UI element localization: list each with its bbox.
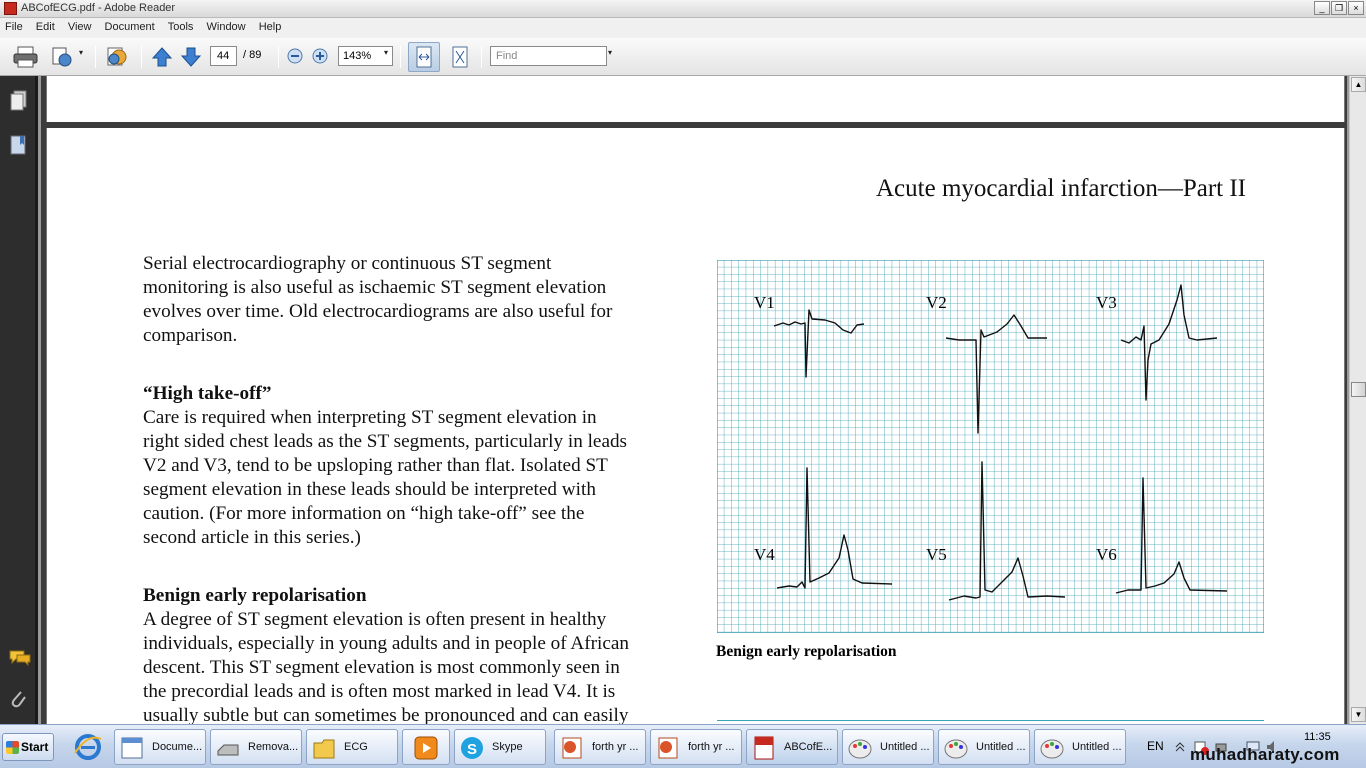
paragraph-serial-ecg [143, 252, 703, 348]
find-input[interactable]: Find [490, 46, 607, 66]
page-number-input[interactable]: 44 [210, 46, 237, 66]
taskbar-item-label: ECG [344, 741, 368, 753]
comments-panel-icon[interactable] [8, 648, 32, 668]
menu-tools[interactable]: Tools [167, 21, 194, 33]
toolbar-separator [95, 46, 96, 68]
pdf-file-icon [751, 735, 777, 761]
text-line: A degree of ST segment elevation is often present in healthy [143, 609, 607, 630]
zoom-dropdown[interactable]: ▾ [384, 48, 389, 57]
text-line: Serial electrocardiography or continuous ST segment [143, 253, 552, 274]
skype-icon [459, 735, 485, 761]
taskbar-item-label: Untitled ... [976, 741, 1026, 753]
taskbar-item-label: Remova... [248, 741, 299, 753]
taskbar-item-paint-2[interactable] [938, 729, 1030, 765]
pdf-page [46, 128, 1345, 724]
paint-icon [943, 735, 969, 761]
folder-icon [311, 735, 337, 761]
toolbar-separator [481, 46, 482, 68]
text-line: the precordial leads and is often most marked in lead V4. It is [143, 681, 616, 702]
text-line: right sided chest leads as the ST segments, particularly in leads [143, 431, 628, 452]
toolbar-separator [141, 46, 142, 68]
ecg-figure [717, 260, 1264, 633]
lead-label-v6: V6 [1096, 545, 1117, 564]
taskbar-item-documents[interactable] [114, 729, 206, 765]
watermark: muhadharaty.com [1190, 745, 1340, 764]
taskbar-item-label: Skype [492, 741, 523, 753]
taskbar-item-label: Untitled ... [880, 741, 930, 753]
section-heading: Benign early repolarisation [143, 585, 367, 606]
taskbar [0, 724, 1366, 768]
adobe-reader-icon [4, 2, 17, 15]
windows-logo-icon [6, 741, 19, 754]
share-review-icon[interactable] [103, 45, 131, 69]
lead-label-v1: V1 [754, 293, 775, 312]
pages-panel-icon[interactable] [9, 90, 29, 112]
vertical-scrollbar[interactable] [1349, 76, 1366, 724]
text-line: Care is required when interpreting ST segment elevation in [143, 407, 597, 428]
scroll-up-button[interactable]: ▲ [1351, 77, 1366, 92]
find-dropdown[interactable]: ▾ [608, 48, 613, 57]
media-player-icon [413, 735, 439, 761]
zoom-level-input[interactable]: 143% [338, 46, 393, 66]
close-button[interactable]: × [1348, 1, 1364, 15]
start-label: Start [21, 740, 49, 754]
document-viewport[interactable] [41, 76, 1347, 724]
paragraph-benign-early-repolarisation [143, 584, 703, 724]
text-line: usually subtle but can sometimes be pronounced and can easily [143, 705, 629, 724]
toolbar [0, 38, 1366, 76]
show-hidden-icons-icon[interactable] [1173, 739, 1187, 753]
text-line: evolves over time. Old electrocardiograms are also useful for [143, 301, 613, 322]
previous-page [46, 76, 1345, 122]
ecg-grid [717, 260, 1264, 633]
paint-icon [847, 735, 873, 761]
navigation-panel [0, 76, 38, 724]
taskbar-item-paint-3[interactable] [1034, 729, 1126, 765]
removable-drive-icon [215, 735, 241, 761]
toolbar-separator [400, 46, 401, 68]
text-line: caution. (For more information on “high take-off” see the [143, 503, 585, 524]
taskbar-item-removable[interactable] [210, 729, 302, 765]
taskbar-item-label: ABCofE... [784, 741, 833, 753]
previous-page-icon[interactable] [150, 45, 174, 69]
taskbar-item-label: forth yr ... [688, 741, 735, 753]
fit-width-icon [413, 45, 435, 69]
language-indicator[interactable]: EN [1147, 739, 1164, 753]
paragraph-high-takeoff [143, 382, 703, 550]
text-line: second article in this series.) [143, 527, 361, 548]
taskbar-item-powerpoint-1[interactable] [554, 729, 646, 765]
taskbar-item-paint-1[interactable] [842, 729, 934, 765]
collaborate-dropdown[interactable]: ▾ [79, 48, 84, 57]
restore-button[interactable]: ❐ [1331, 1, 1347, 15]
menu-window[interactable]: Window [206, 21, 246, 33]
menu-bar [0, 18, 1366, 38]
text-line: V2 and V3, tend to be upsloping rather than flat. Isolated ST [143, 455, 608, 476]
figure-caption: Benign early repolarisation [716, 643, 897, 660]
title-bar [0, 0, 1366, 18]
text-line: comparison. [143, 325, 238, 346]
menu-file[interactable]: File [5, 21, 23, 33]
document-window-icon [119, 735, 145, 761]
taskbar-item-powerpoint-2[interactable] [650, 729, 742, 765]
menu-document[interactable]: Document [104, 21, 155, 33]
paint-icon [1039, 735, 1065, 761]
text-line: segment elevation in these leads should be interpreted with [143, 479, 596, 500]
next-page-icon[interactable] [179, 45, 203, 69]
text-line: individuals, especially in young adults and in people of African [143, 633, 629, 654]
powerpoint-icon [559, 735, 585, 761]
text-line: monitoring is also useful as ischaemic ST segment elevation [143, 277, 607, 298]
text-line: descent. This ST segment elevation is most commonly seen in [143, 657, 620, 678]
start-button[interactable] [2, 733, 54, 761]
powerpoint-icon [655, 735, 681, 761]
scroll-thumb[interactable] [1351, 382, 1366, 397]
svg-text:S: S [467, 741, 478, 758]
lead-label-v3: V3 [1096, 293, 1117, 312]
taskbar-item-adobe-reader[interactable] [746, 729, 838, 765]
menu-view[interactable]: View [67, 21, 92, 33]
bookmarks-panel-icon[interactable] [9, 134, 29, 156]
print-icon[interactable] [12, 45, 40, 69]
taskbar-item-skype[interactable] [454, 729, 546, 765]
fit-page-icon[interactable] [449, 45, 471, 69]
taskbar-item-label: Untitled ... [1072, 741, 1122, 753]
lead-label-v5: V5 [926, 545, 947, 564]
menu-edit[interactable]: Edit [35, 21, 55, 33]
zoom-in-icon[interactable] [311, 45, 329, 69]
taskbar-item-label: Docume... [152, 741, 203, 753]
scroll-down-button[interactable]: ▼ [1351, 707, 1366, 722]
minimize-button[interactable]: _ [1314, 1, 1330, 15]
running-head: Acute myocardial infarction—Part II [876, 175, 1246, 202]
taskbar-item-ecg-folder[interactable] [306, 729, 398, 765]
attachments-panel-icon[interactable] [9, 688, 29, 710]
lead-label-v4: V4 [754, 545, 775, 564]
menu-help[interactable]: Help [258, 21, 282, 33]
section-heading: “High take-off” [143, 383, 272, 404]
lead-label-v2: V2 [926, 293, 947, 312]
window-title: ABCofECG.pdf - Adobe Reader [21, 2, 176, 14]
internet-explorer-icon[interactable] [72, 731, 104, 763]
zoom-out-icon[interactable] [286, 45, 304, 69]
taskbar-item-media-player[interactable] [402, 729, 450, 765]
taskbar-item-label: forth yr ... [592, 741, 639, 753]
page-total: / 89 [243, 49, 262, 61]
clock[interactable]: 11:35 [1304, 731, 1331, 743]
toolbar-separator [278, 46, 279, 68]
collaborate-icon[interactable] [50, 45, 74, 69]
